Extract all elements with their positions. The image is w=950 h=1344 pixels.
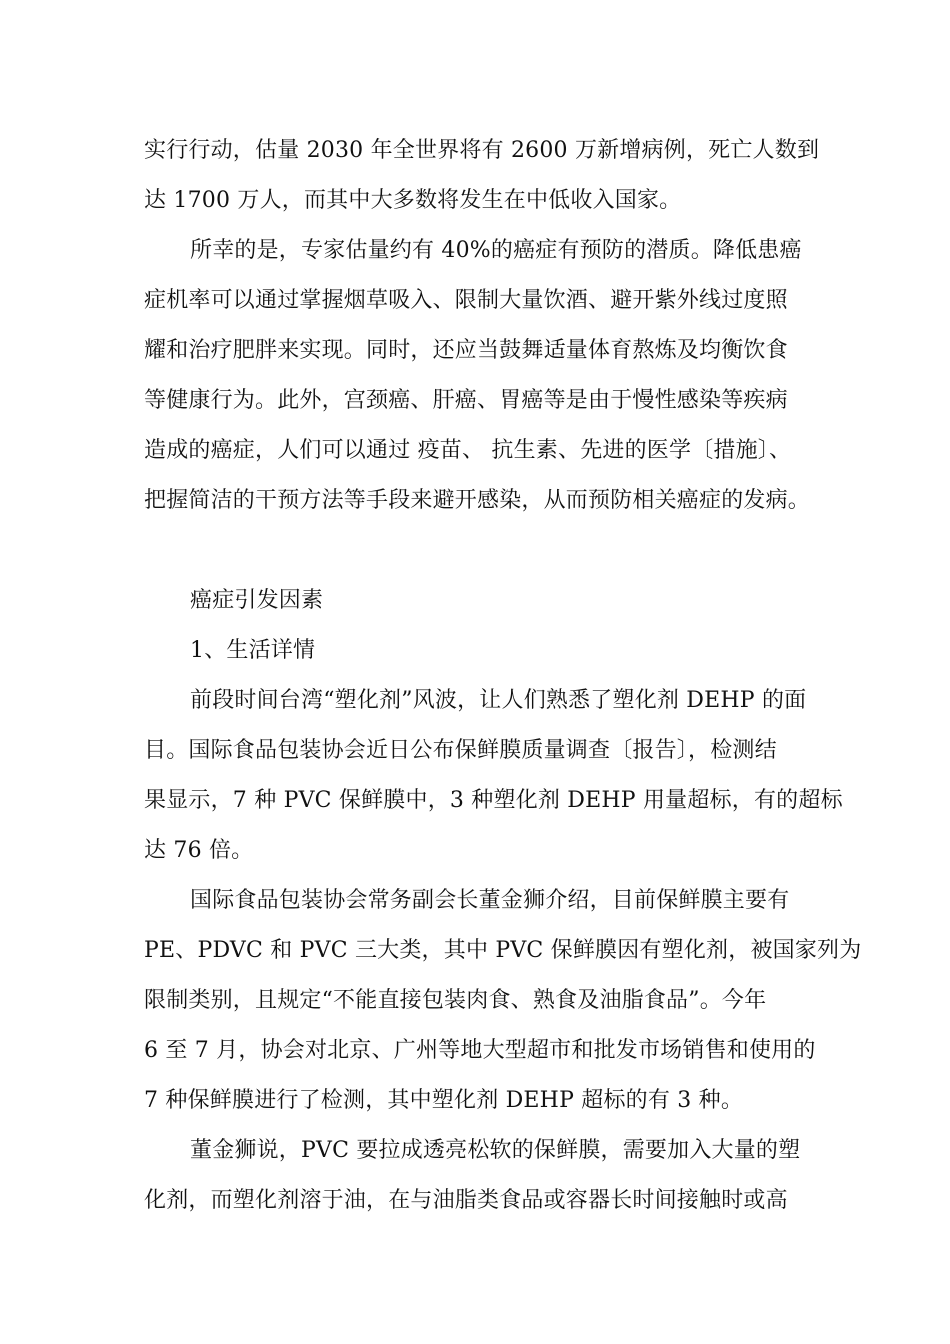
paragraph-first-line: 前段时间台湾“塑化剂”风波，让人们熟悉了塑化剂 DEHP 的面 [190, 688, 807, 713]
text-line: 目。国际食品包装协会近日公布保鲜膜质量调查〔报告〕，检测结 [144, 738, 777, 763]
text-line: 达 76 倍。 [144, 838, 254, 863]
text-line: 化剂，而塑化剂溶于油，在与油脂类食品或容器长时间接触时或高 [144, 1188, 788, 1213]
text-line: PE、PDVC 和 PVC 三大类，其中 PVC 保鲜膜因有塑化剂，被国家列为 [144, 938, 862, 963]
text-line: 造成的癌症，人们可以通过 疫苗、 抗生素、先进的医学〔措施〕、 [144, 438, 792, 463]
text-line: 7 种保鲜膜进行了检测，其中塑化剂 DEHP 超标的有 3 种。 [144, 1088, 744, 1113]
text-line: 达 1700 万人，而其中大多数将发生在中低收入国家。 [144, 188, 682, 213]
text-line: 实行行动，估量 2030 年全世界将有 2600 万新增病例，死亡人数到 [144, 138, 820, 163]
text-line: 等健康行为。此外，宫颈癌、肝癌、胃癌等是由于慢性感染等疾病 [144, 388, 788, 413]
section-heading: 癌症引发因素 [190, 588, 324, 613]
text-line: 6 至 7 月，协会对北京、广州等地大型超市和批发市场销售和使用的 [144, 1038, 816, 1063]
paragraph-first-line: 国际食品包装协会常务副会长董金狮介绍，目前保鲜膜主要有 [190, 888, 790, 913]
paragraph-first-line: 所幸的是，专家估量约有 40%的癌症有预防的潜质。降低患癌 [190, 238, 802, 263]
text-line: 把握简洁的干预方法等手段来避开感染，从而预防相关癌症的发病。 [144, 488, 811, 513]
paragraph-first-line: 董金狮说，PVC 要拉成透亮松软的保鲜膜，需要加入大量的塑 [190, 1138, 801, 1163]
text-line: 果显示，7 种 PVC 保鲜膜中，3 种塑化剂 DEHP 用量超标，有的超标 [144, 788, 843, 813]
text-line: 限制类别，且规定“不能直接包装肉食、熟食及油脂食品”。今年 [144, 988, 767, 1013]
subsection-heading: 1、生活详情 [190, 638, 316, 663]
text-line: 耀和治疗肥胖来实现。同时，还应当鼓舞适量体育熬炼及均衡饮食 [144, 338, 788, 363]
text-line: 症机率可以通过掌握烟草吸入、限制大量饮酒、避开紫外线过度照 [144, 288, 788, 313]
